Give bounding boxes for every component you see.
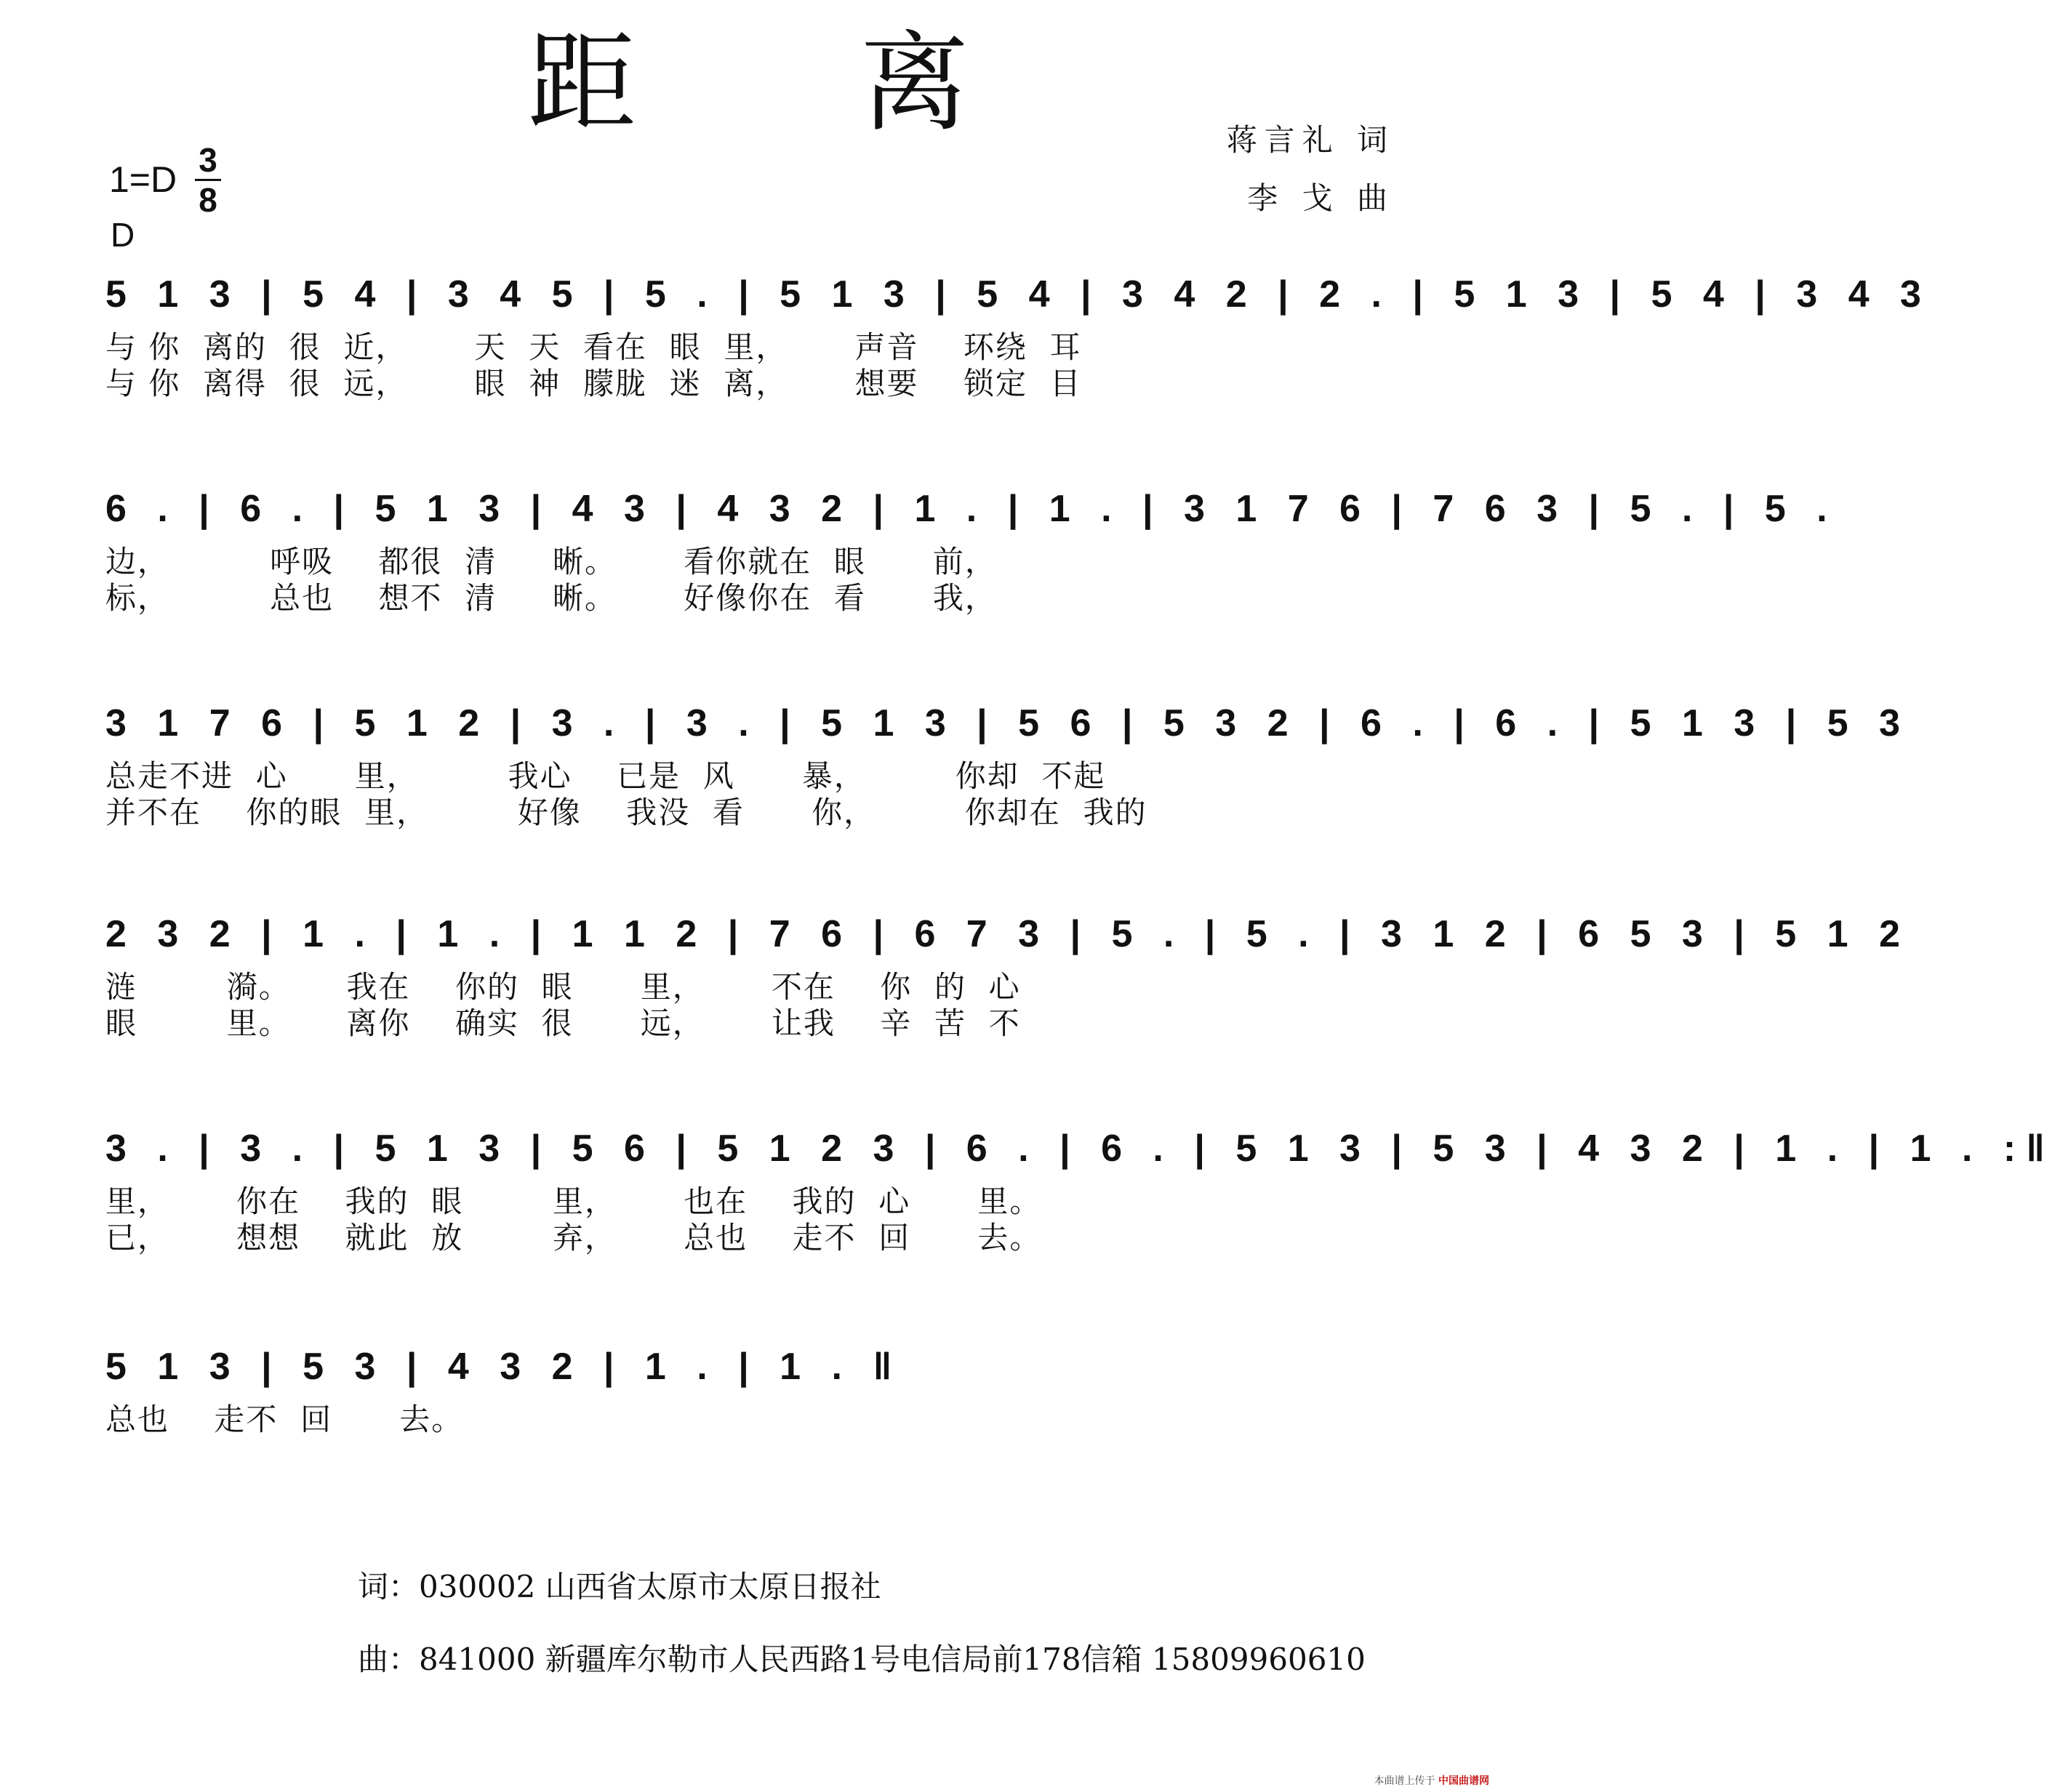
- watermark-text: 本曲谱上传于: [1374, 1775, 1435, 1787]
- chord-symbol: D: [111, 216, 135, 254]
- key-signature: 1=D: [109, 159, 177, 200]
- lyrics-verse-1: 涟 漪。 我在 你的 眼 里， 不在 你 的 心: [105, 969, 1021, 1005]
- notes-line: 2 3 2 | 1 . | 1 . | 1 1 2 | 7 6 | 6 7 3 | 5 . | 5 . | 3 1 2 | 6 5 3 | 5 1 2: [105, 913, 1910, 955]
- composer-credit: 李 戈 曲: [1247, 180, 1395, 216]
- lyrics-verse-1: 与 你 离的 很 近， 天 天 看在 眼 里， 声音 环绕 耳: [105, 329, 1082, 365]
- lyrics-verse-2: 标， 总也 想不 清 晰。 好像你在 看 我，: [105, 580, 997, 616]
- lyrics-verse-2: 与 你 离得 很 远， 眼 神 朦胧 迷 离， 想要 锁定 目: [105, 366, 1082, 401]
- time-signature-top: 3: [199, 141, 217, 179]
- lyricist-address: 词：030002 山西省太原市太原日报社: [358, 1569, 881, 1604]
- notes-line: 5 1 3 | 5 4 | 3 4 5 | 5 . | 5 1 3 | 5 4 | 3 4 2 | 2 . | 5 1 3 | 5 4 | 3 4 3: [105, 273, 1931, 316]
- composer-address: 曲：841000 新疆库尔勒市人民西路1号电信局前178信箱 15809960610: [358, 1642, 1366, 1677]
- watermark-site: 中国曲谱网: [1438, 1775, 1489, 1787]
- notes-line: 5 1 3 | 5 3 | 4 3 2 | 1 . | 1 . ‖: [105, 1346, 902, 1388]
- time-signature-bottom: 8: [199, 181, 217, 219]
- lyrics-verse-2: 已， 想想 就此 放 弃， 总也 走不 回 去。: [105, 1220, 1042, 1255]
- time-signature: [195, 142, 221, 217]
- notes-line: 3 . | 3 . | 5 1 3 | 5 6 | 5 1 2 3 | 6 . | 6 . | 5 1 3 | 5 3 | 4 3 2 | 1 . | 1 . :‖: [105, 1128, 2055, 1170]
- lyrics-verse-2: 并不在 你的眼 里， 好像 我没 看 你， 你却在 我的: [105, 795, 1147, 830]
- watermark: [1374, 1773, 1489, 1788]
- lyrics-verse-1: 总走不进 心 里， 我心 已是 风 暴， 你却 不起: [105, 758, 1106, 794]
- lyrics-verse-2: 眼 里。 离你 确实 很 远， 让我 辛 苦 不: [105, 1005, 1021, 1041]
- lyrics-verse-1: 里， 你在 我的 眼 里， 也在 我的 心 里。: [105, 1184, 1042, 1219]
- notes-line: 6 . | 6 . | 5 1 3 | 4 3 | 4 3 2 | 1 . | 1 . | 3 1 7 6 | 7 6 3 | 5 . | 5 .: [105, 488, 1838, 530]
- lyricist-credit: 蒋言礼 词: [1226, 122, 1395, 158]
- notes-line: 3 1 7 6 | 5 1 2 | 3 . | 3 . | 5 1 3 | 5 6 | 5 3 2 | 6 . | 6 . | 5 1 3 | 5 3: [105, 702, 1910, 744]
- lyrics-verse-1: 总也 走不 回 去。: [105, 1402, 464, 1437]
- song-title: 距 离: [527, 20, 1064, 147]
- lyrics-verse-1: 边， 呼吸 都很 清 晰。 看你就在 眼 前，: [105, 544, 997, 579]
